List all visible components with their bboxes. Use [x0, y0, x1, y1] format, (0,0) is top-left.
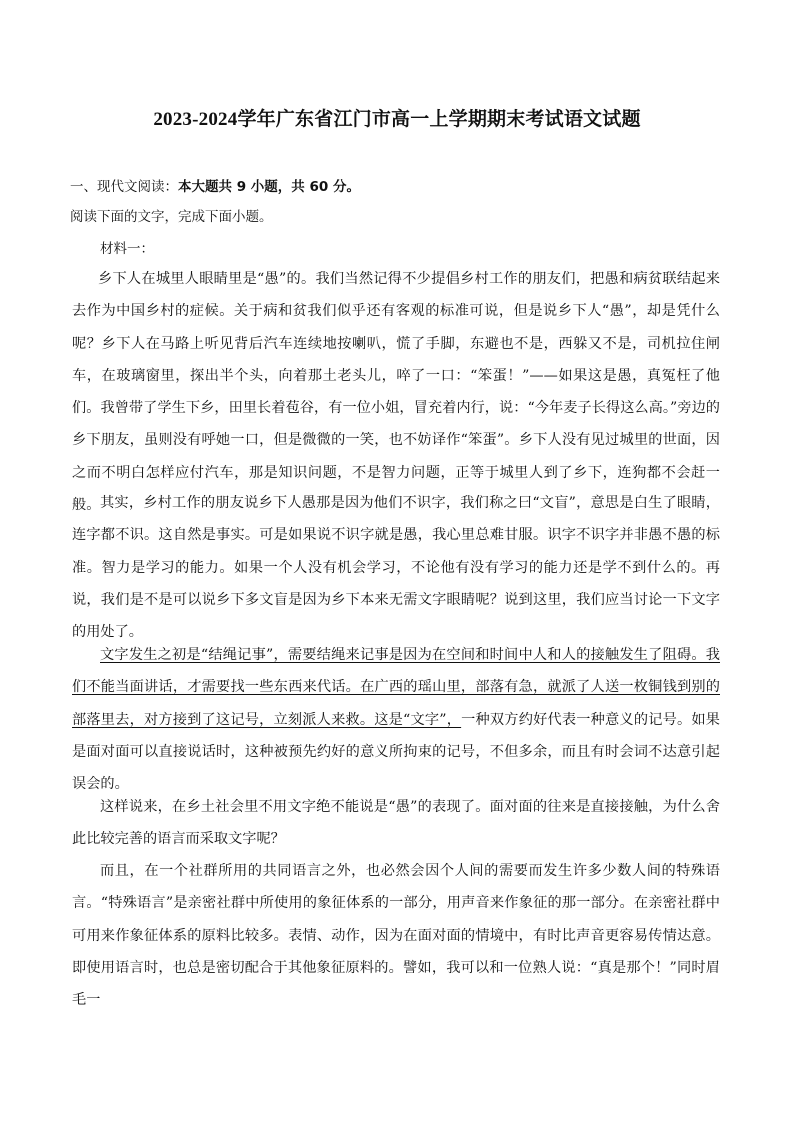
paragraph-2 — [72, 487, 720, 648]
paragraph-4 — [72, 791, 720, 856]
document-title: 2023-2024学年广东省江门市高一上学期期末考试语文试题 — [153, 109, 641, 130]
paragraph-4-text: 这样说来，在乡土社会里不用文字绝不能说是“愚”的表现了。面对面的往来是直接接触，为什么舍此比较完善的语言而采取文字呢？ — [72, 799, 720, 848]
paragraph-3 — [72, 639, 720, 800]
material-label: 材料一： — [100, 241, 154, 257]
paragraph-1-text: 乡下人在城里人眼睛里是“愚”的。我们当然记得不少提倡乡村工作的朋友们，把愚和病贫联结起来去作为中国乡村的症候。关于病和贫我们似乎还有客观的标准可说，但是说乡下人“愚”，却是凭什么呢？乡下人在马路上听见背后汽车连续地按喇叭，慌了手脚，东避也不是，西躲又不是，司机拉住闸车，在玻璃窗里，探出半个头，向着那土老头儿，啐了一口：“笨蛋！”——如果这是愚，真冤枉了他们。我曾带了学生下乡，田里长着苞谷，有一位小姐，冒充着内行，说：“今年麦子长得这么高。”旁边的乡下朋友，虽则没有呼她一口，但是微微的一笑，也不妨译作“笨蛋”。乡下人没有见过城里的世面，因之而不明白怎样应付汽车，那是知识问题，不是智力问题，正等于城里人到了乡下，连狗都不会赶一般。 — [72, 271, 720, 514]
reading-instruction: 阅读下面的文字，完成下面小题。 — [70, 209, 273, 225]
section-heading-info: 本大题共 9 小题，共 60 分。 — [178, 179, 360, 195]
paragraph-3-text: 一种双方约好代表一种意义的记号。如果是面对面可以直接说话时，这种被预先约好的意义所拘束的记号，不但多余，而且有时会词不达意引起误会的。 — [72, 711, 720, 793]
paragraph-3-underlined-text: 文字发生之初是“结绳记事”，需要结绳来记事是因为在空间和时间中人和人的接触发生了阻碍。我们不能当面讲话，才需要找一些东西来代话。在广西的瑶山里，部落有急，就派了人送一枚铜钱到别的部落里去，对方接到了这记号，立刻派人来救。这是“文字”， — [72, 647, 720, 728]
section-heading-prefix: 一、现代文阅读： — [70, 179, 178, 195]
paragraph-5 — [72, 855, 720, 1016]
paragraph-5-text: 而且，在一个社群所用的共同语言之外，也必然会因个人间的需要而发生许多少数人间的特殊语言。“特殊语言”是亲密社群中所使用的象征体系的一部分，用声音来作象征的那一部分。在亲密社群中可用来作象征体系的原料比较多。表情、动作，因为在面对面的情境中，有时比声音更容易传情达意。即使用语言时，也总是密切配合于其他象征原料的。譬如，我可以和一位熟人说：“真是那个！”同时眉毛一 — [72, 863, 720, 1009]
paragraph-1 — [72, 263, 720, 521]
paragraph-2-text: 其实，乡村工作的朋友说乡下人愚那是因为他们不识字，我们称之曰“文盲”，意思是白生了眼睛，连字都不识。这自然是事实。可是如果说不识字就是愚，我心里总难甘服。识字不识字并非愚不愚的标准。智力是学习的能力。如果一个人没有机会学习，不论他有没有学习的能力还是学不到什么的。再说，我们是不是可以说乡下多文盲是因为乡下本来无需文字眼睛呢？说到这里，我们应当讨论一下文字的用处了。 — [72, 495, 720, 641]
section-heading — [70, 177, 360, 197]
